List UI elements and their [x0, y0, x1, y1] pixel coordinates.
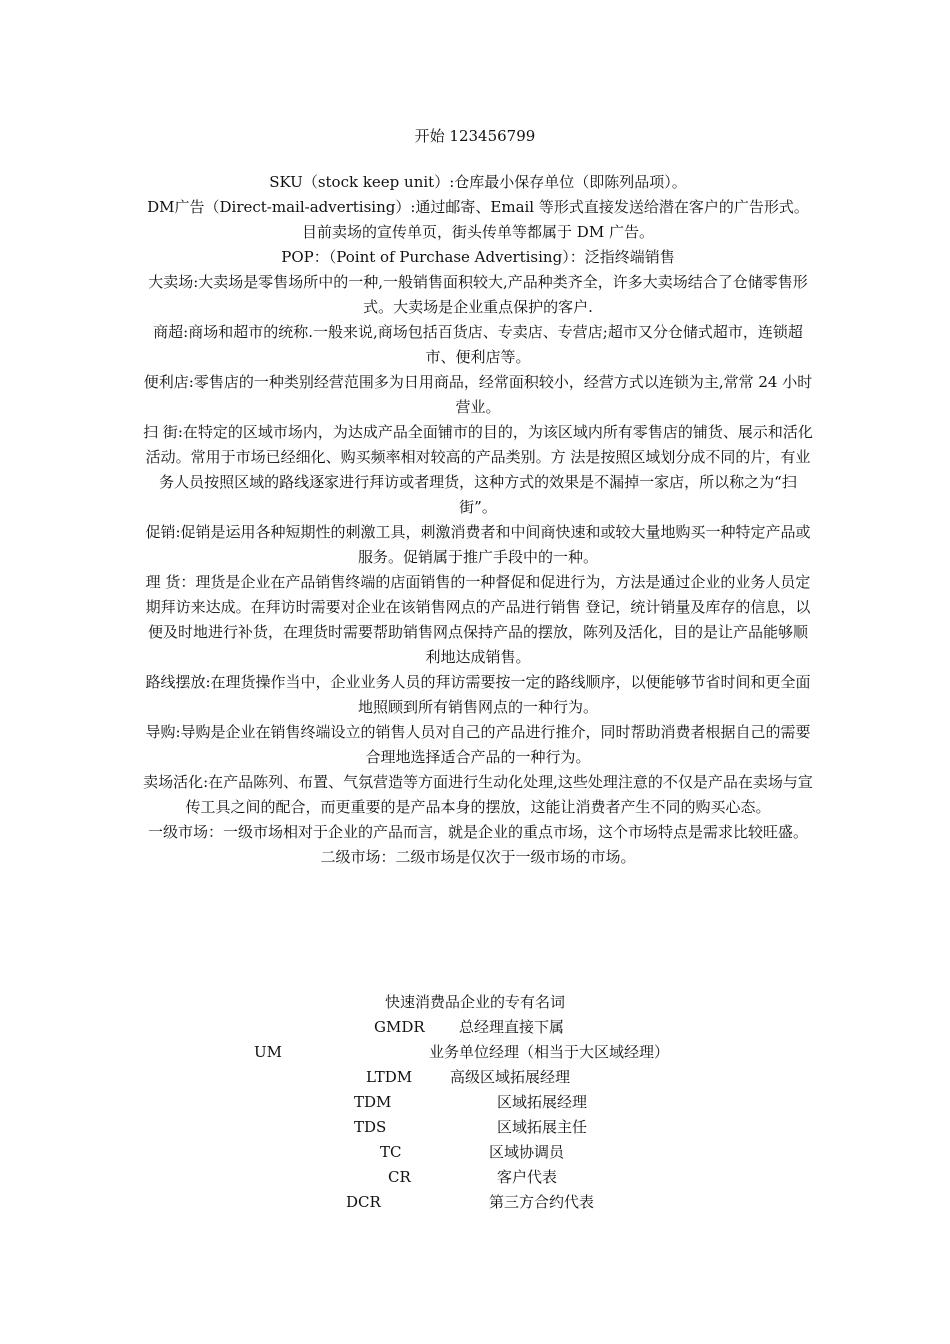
term-abbr: CR [388, 1168, 411, 1186]
definition-promotion: 促销:促销是运用各种短期性的刺激工具，刺激消费者和中间商快速和或较大量地购买一种特定产品或服务。促销属于推广手段中的一种。 [145, 523, 811, 566]
term-abbr: TDM [354, 1093, 392, 1111]
term-row [0, 1065, 950, 1090]
definition-sku: SKU（stock keep unit）:仓库最小保存单位（即陈列品项）。 [269, 173, 687, 191]
definition-sweep-street: 扫 街:在特定的区域市场内，为达成产品全面铺市的目的，为该区域内所有零售店的铺货、展示和活化活动。常用于市场已经细化、购买频率相对较高的产品类别。方 法是按照区域划分成不同的片，有业务人员按照区域的路线逐家进行拜访或者理货，这种方式的效果是不漏掉一家店，所以称之为“扫街”。 [143, 423, 813, 516]
definition-store-vitalization: 卖场活化:在产品陈列、布置、气氛营造等方面进行生动化处理,这些处理注意的不仅是产品在卖场与宣传工具之间的配合，而更重要的是产品本身的摆放，这能让消费者产生不同的购买心态。 [143, 773, 813, 816]
term-abbr: TC [380, 1143, 402, 1161]
term-row [0, 1140, 950, 1165]
term-name: 总经理直接下属 [459, 1018, 565, 1036]
definition-primary-market: 一级市场：一级市场相对于企业的产品而言，就是企业的重点市场，这个市场特点是需求比较旺盛。 [147, 823, 808, 841]
term-name: 区域拓展经理 [497, 1093, 588, 1111]
definition-dm: DM广告（Direct-mail-advertising）:通过邮寄、Email 等形式直接发送给潜在客户的广告形式。目前卖场的宣传单页，街头传单等都属于 DM 广告。 [147, 198, 809, 241]
term-abbr: DCR [346, 1193, 381, 1211]
term-row [0, 1165, 950, 1190]
term-abbr: TDS [354, 1118, 387, 1136]
term-name: 区域拓展主任 [497, 1118, 588, 1136]
term-row [0, 1040, 950, 1065]
terms-title: 快速消费品企业的专有名词 [384, 993, 565, 1011]
term-row [0, 1015, 950, 1040]
term-abbr: GMDR [374, 1018, 425, 1036]
term-row [0, 1090, 950, 1115]
term-row [0, 1115, 950, 1140]
definition-shopping-guide: 导购:导购是企业在销售终端设立的销售人员对自己的产品进行推介，同时帮助消费者根据自己的需要合理地选择适合产品的一种行为。 [145, 723, 811, 766]
document-title: 开始 123456799 [414, 127, 536, 145]
terms-section [0, 990, 950, 1215]
definition-route: 路线摆放:在理货操作当中，企业业务人员的拜访需要按一定的路线顺序，以便能够节省时间和更全面地照顾到所有销售网点的一种行为。 [145, 673, 811, 716]
term-name: 高级区域拓展经理 [450, 1068, 571, 1086]
definition-hypermarket: 大卖场:大卖场是零售场所中的一种,一般销售面积较大,产品种类齐全，许多大卖场结合了仓储零售形式。大卖场是企业重点保护的客户. [148, 273, 808, 316]
definition-convenience-store: 便利店:零售店的一种类别经营范围多为日用商品，经常面积较小，经营方式以连锁为主,常常 24 小时营业。 [143, 373, 813, 416]
term-row [0, 1190, 950, 1215]
term-abbr: LTDM [366, 1068, 413, 1086]
term-abbr: UM [254, 1043, 283, 1061]
term-name: 业务单位经理（相当于大区域经理） [429, 1043, 670, 1061]
definitions-section [143, 170, 813, 870]
definition-shangchao: 商超:商场和超市的统称.一般来说,商场包括百货店、专卖店、专营店;超市又分仓储式超市，连锁超市、便利店等。 [153, 323, 803, 366]
term-name: 区域协调员 [489, 1143, 565, 1161]
definition-pop: POP：（Point of Purchase Advertising）：泛指终端销售 [281, 248, 675, 266]
definition-secondary-market: 二级市场：二级市场是仅次于一级市场的市场。 [320, 848, 636, 866]
term-name: 第三方合约代表 [489, 1193, 595, 1211]
term-name: 客户代表 [497, 1168, 558, 1186]
definition-merchandising: 理 货：理货是企业在产品销售终端的店面销售的一种督促和促进行为，方法是通过企业的业务人员定期拜访来达成。在拜访时需要对企业在该销售网点的产品进行销售 登记，统计销量及库存的信息，以便及时地进行补货，在理货时需要帮助销售网点保持产品的摆放，陈列及活化，目的是让产品能够顺利地达成销售。 [145, 573, 811, 666]
